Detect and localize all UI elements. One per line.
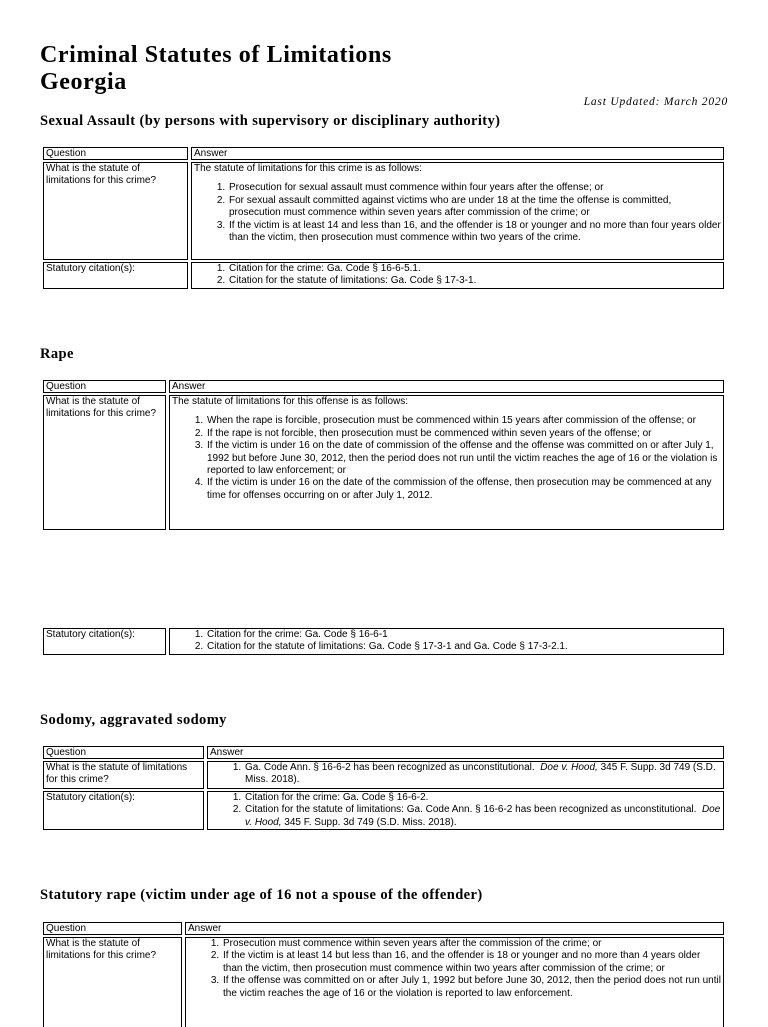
question-header: Question — [43, 746, 204, 759]
table-row — [43, 262, 724, 289]
table-row — [43, 162, 724, 260]
answer-header: Answer — [169, 380, 724, 393]
table-rape-citations — [43, 628, 724, 655]
answer-cell — [207, 791, 724, 830]
list-item: 3. If the victim is under 16 on the date of commission of the offense and the offense was committed on or after July 1, 1992 but before June 30, 2012, then the period does not run until the victim reaches the age of 16 or the violation is reported to law enforcement; or — [206, 440, 721, 477]
citation-list — [172, 629, 721, 654]
citation-list — [194, 263, 721, 288]
case-name: Doe v. Hood, — [245, 804, 721, 828]
answer-intro: The statute of limitations for this offense is as follows: — [172, 396, 409, 407]
answer-cell — [185, 937, 724, 1027]
table-row — [43, 628, 724, 655]
answer-list — [188, 938, 721, 1000]
answer-header: Answer — [207, 746, 724, 759]
list-item — [244, 762, 721, 787]
last-updated: Last Updated: March 2020 — [583, 96, 728, 108]
list-item: 1. Citation for the crime: Ga. Code § 16-6-1 — [206, 629, 721, 641]
answer-header: Answer — [191, 147, 724, 160]
question-cell: What is the statute of limitations for this crime? — [43, 761, 204, 789]
section-heading-rape: Rape — [40, 346, 74, 362]
list-item: 2. Citation for the statute of limitations: Ga. Code § 17-3-1 and Ga. Code § 17-3-2.1. — [206, 641, 721, 653]
answer-list — [210, 762, 721, 787]
answer-list — [172, 415, 721, 502]
section-heading-statutory-rape: Statutory rape (victim under age of 16 not a spouse of the offender) — [40, 887, 483, 903]
question-cell: What is the statute of limitations for this crime? — [43, 937, 182, 1027]
title-line-2: Georgia — [40, 69, 127, 95]
list-item: 1. Prosecution for sexual assault must commence within four years after the offense; or — [228, 182, 721, 194]
table-row — [43, 791, 724, 830]
section-heading-sexual-assault: Sexual Assault (by persons with supervisory or disciplinary authority) — [40, 113, 501, 129]
question-cell: Statutory citation(s): — [43, 262, 188, 289]
list-item — [244, 804, 721, 829]
table-row — [43, 761, 724, 789]
answer-list — [194, 182, 721, 244]
question-cell: Statutory citation(s): — [43, 791, 204, 830]
list-item-text: Ga. Code Ann. § 16-6-2 has been recognized as unconstitutional. — [245, 762, 535, 773]
answer-cell — [169, 395, 724, 530]
list-item: 4. If the victim is under 16 on the date of the commission of the offense, then prosecution may be commenced at any time for offenses occurring on or after July 1, 2012. — [206, 477, 721, 502]
list-item: 1. Citation for the crime: Ga. Code § 16-6-5.1. — [228, 263, 721, 275]
title-line-1: Criminal Statutes of Limitations — [40, 42, 392, 68]
answer-cell — [191, 162, 724, 260]
question-header: Question — [43, 147, 188, 160]
table-sodomy — [43, 746, 724, 830]
answer-header: Answer — [185, 922, 724, 935]
question-cell: What is the statute of limitations for this crime? — [43, 162, 188, 260]
table-sexual-assault — [43, 147, 724, 289]
question-cell: Statutory citation(s): — [43, 628, 166, 655]
table-statutory-rape — [43, 922, 724, 1027]
list-item: 3. If the offense was committed on or after July 1, 1992 but before June 30, 2012, then the period does not run until the victim reaches the age of 16 or the violation is reported to law enforcement. — [222, 975, 721, 1000]
list-item: 1. When the rape is forcible, prosecution must be commenced within 15 years after commission of the offense; or — [206, 415, 721, 427]
question-header: Question — [43, 922, 182, 935]
list-item-text: Citation for the statute of limitations: Ga. Code Ann. § 16-6-2 has been recognized as unconstitutional. — [245, 804, 697, 816]
case-citation: 345 F. Supp. 3d 749 (S.D. Miss. 2018). — [245, 762, 716, 786]
table-row — [43, 395, 724, 530]
document-title — [40, 42, 392, 96]
table-header-row — [43, 380, 724, 393]
list-item: 2. If the victim is at least 14 but less than 16, and the offender is 18 or younger and no more than 4 years older than the victim, then prosecution must commence within two years after commission of the crime; or — [222, 950, 721, 975]
answer-cell — [191, 262, 724, 289]
table-rape — [43, 380, 724, 530]
list-item: 2. For sexual assault committed against victims who are under 18 at the time the offense is committed, prosecution must commence within seven years after commission of the crime; or — [228, 195, 721, 220]
question-cell: What is the statute of limitations for this crime? — [43, 395, 166, 530]
question-header: Question — [43, 380, 166, 393]
answer-cell — [169, 628, 724, 655]
list-item: 1. Citation for the crime: Ga. Code § 16-6-2. — [244, 792, 721, 804]
list-item: 1. Prosecution must commence within seven years after the commission of the crime; or — [222, 938, 721, 950]
answer-intro: The statute of limitations for this crime is as follows: — [194, 163, 422, 174]
section-heading-sodomy: Sodomy, aggravated sodomy — [40, 712, 227, 728]
table-header-row — [43, 922, 724, 935]
table-header-row — [43, 147, 724, 160]
list-item: 3. If the victim is at least 14 and less than 16, and the offender is 18 or younger and no more than four years older than the victim, then prosecution must commence within two years of the crime. — [228, 220, 721, 245]
case-citation: 345 F. Supp. 3d 749 (S.D. Miss. 2018). — [284, 816, 457, 828]
citation-list — [210, 792, 721, 829]
case-name: Doe v. Hood, — [540, 762, 598, 773]
answer-cell — [207, 761, 724, 789]
table-row — [43, 937, 724, 1027]
table-header-row — [43, 746, 724, 759]
list-item: 2. If the rape is not forcible, then prosecution must be commenced within seven years of the offense; or — [206, 428, 721, 440]
list-item: 2. Citation for the statute of limitations: Ga. Code § 17-3-1. — [228, 275, 721, 287]
